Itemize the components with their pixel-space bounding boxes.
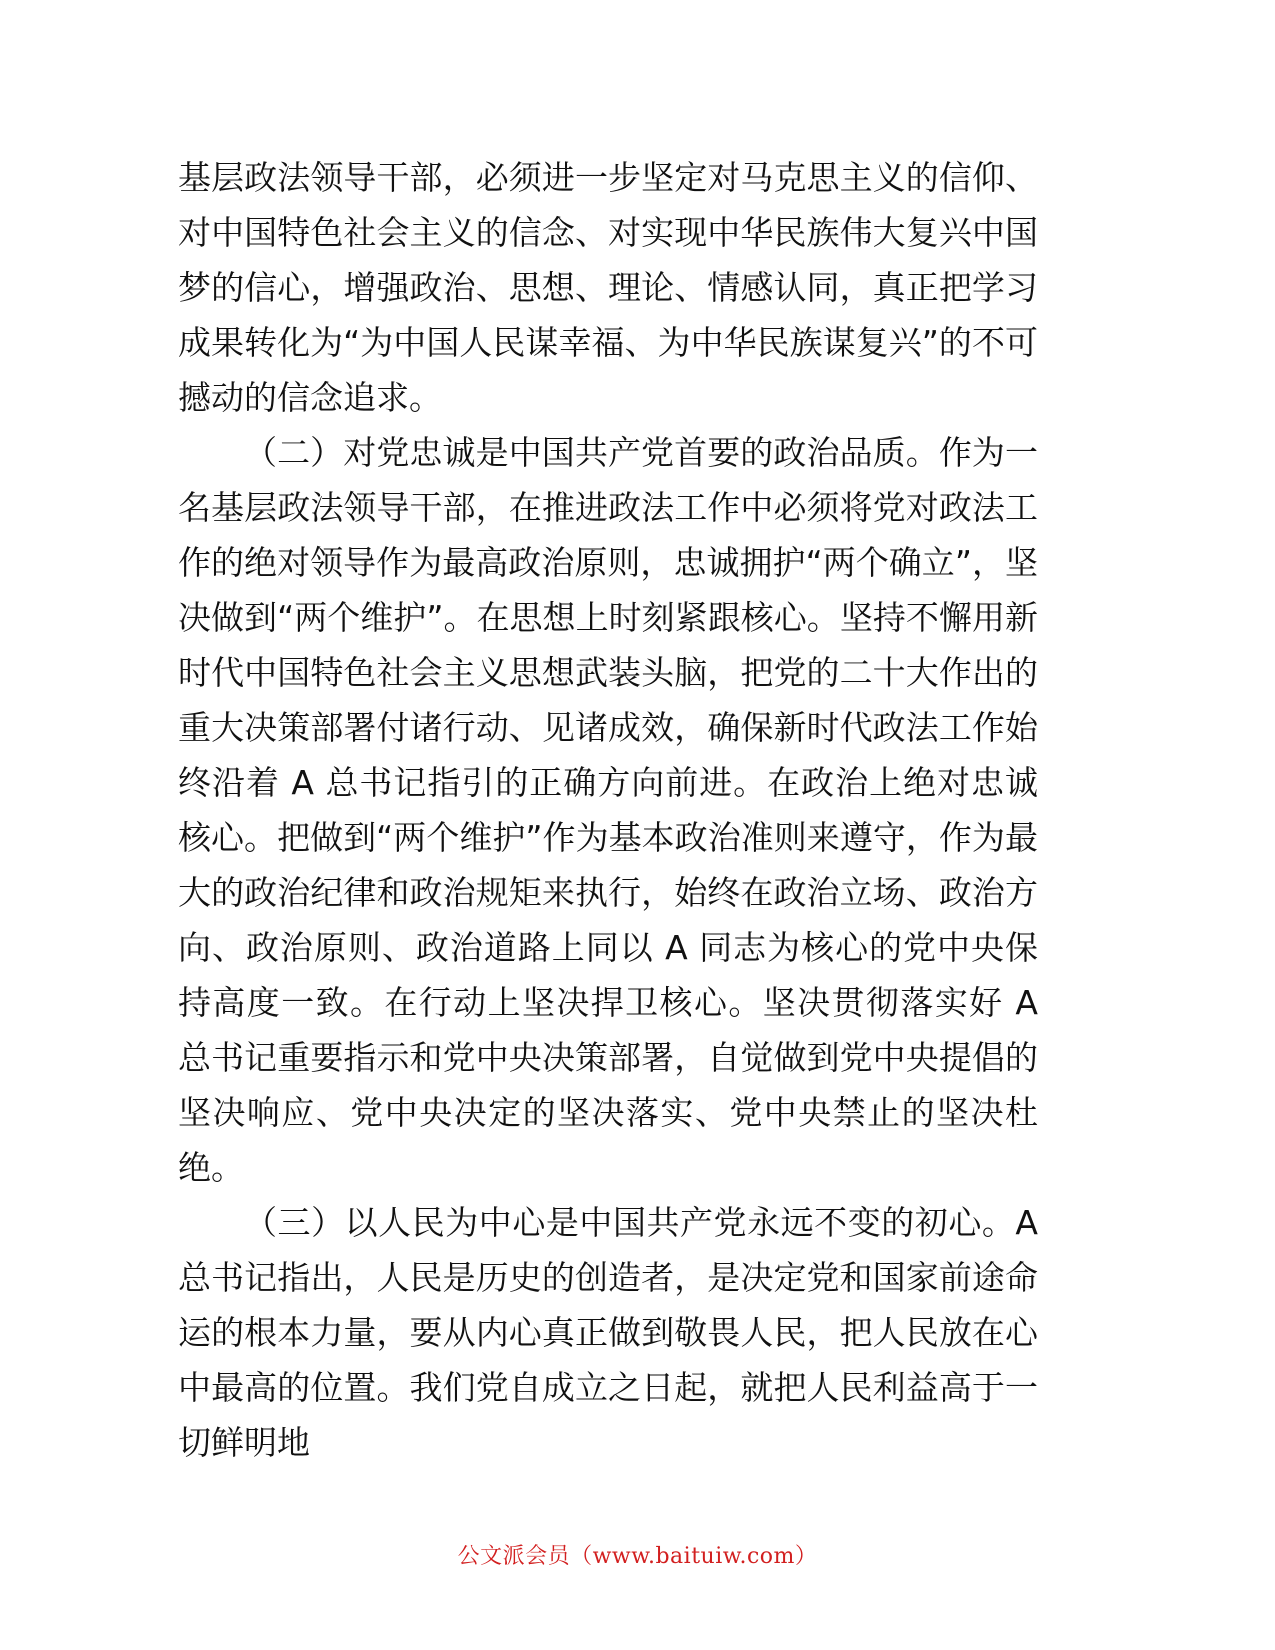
footer-watermark-text: 公文派会员（www.baituiw.com）: [457, 1544, 818, 1569]
paragraph-continuation: 基层政法领导干部，必须进一步坚定对马克思主义的信仰、对中国特色社会主义的信念、对实现中华民族伟大复兴中国梦的信心，增强政治、思想、理论、情感认同，真正把学习成果转化为“为中国人民谋幸福、为中华民族谋复兴”的不可撼动的信念追求。: [178, 158, 1038, 417]
document-body: [178, 150, 1038, 1470]
paragraph-section-two: （二）对党忠诚是中国共产党首要的政治品质。作为一名基层政法领导干部，在推进政法工作中必须将党对政法工作的绝对领导作为最高政治原则，忠诚拥护“两个确立”，坚决做到“两个维护”。在思想上时刻紧跟核心。坚持不懈用新时代中国特色社会主义思想武装头脑，把党的二十大作出的重大决策部署付诸行动、见诸成效，确保新时代政法工作始终沿着 A 总书记指引的正确方向前进。在政治上绝对忠诚核心。把做到“两个维护”作为基本政治准则来遵守，作为最大的政治纪律和政治规矩来执行，始终在政治立场、政治方向、政治原则、政治道路上同以 A 同志为核心的党中央保持高度一致。在行动上坚决捍卫核心。坚决贯彻落实好 A 总书记重要指示和党中央决策部署，自觉做到党中央提倡的坚决响应、党中央决定的坚决落实、党中央禁止的坚决杜绝。: [178, 433, 1038, 1187]
paragraph-section-three: （三）以人民为中心是中国共产党永远不变的初心。A 总书记指出，人民是历史的创造者，是决定党和国家前途命运的根本力量，要从内心真正做到敬畏人民，把人民放在心中最高的位置。我们党自成立之日起，就把人民利益高于一切鲜明地: [178, 1203, 1038, 1462]
